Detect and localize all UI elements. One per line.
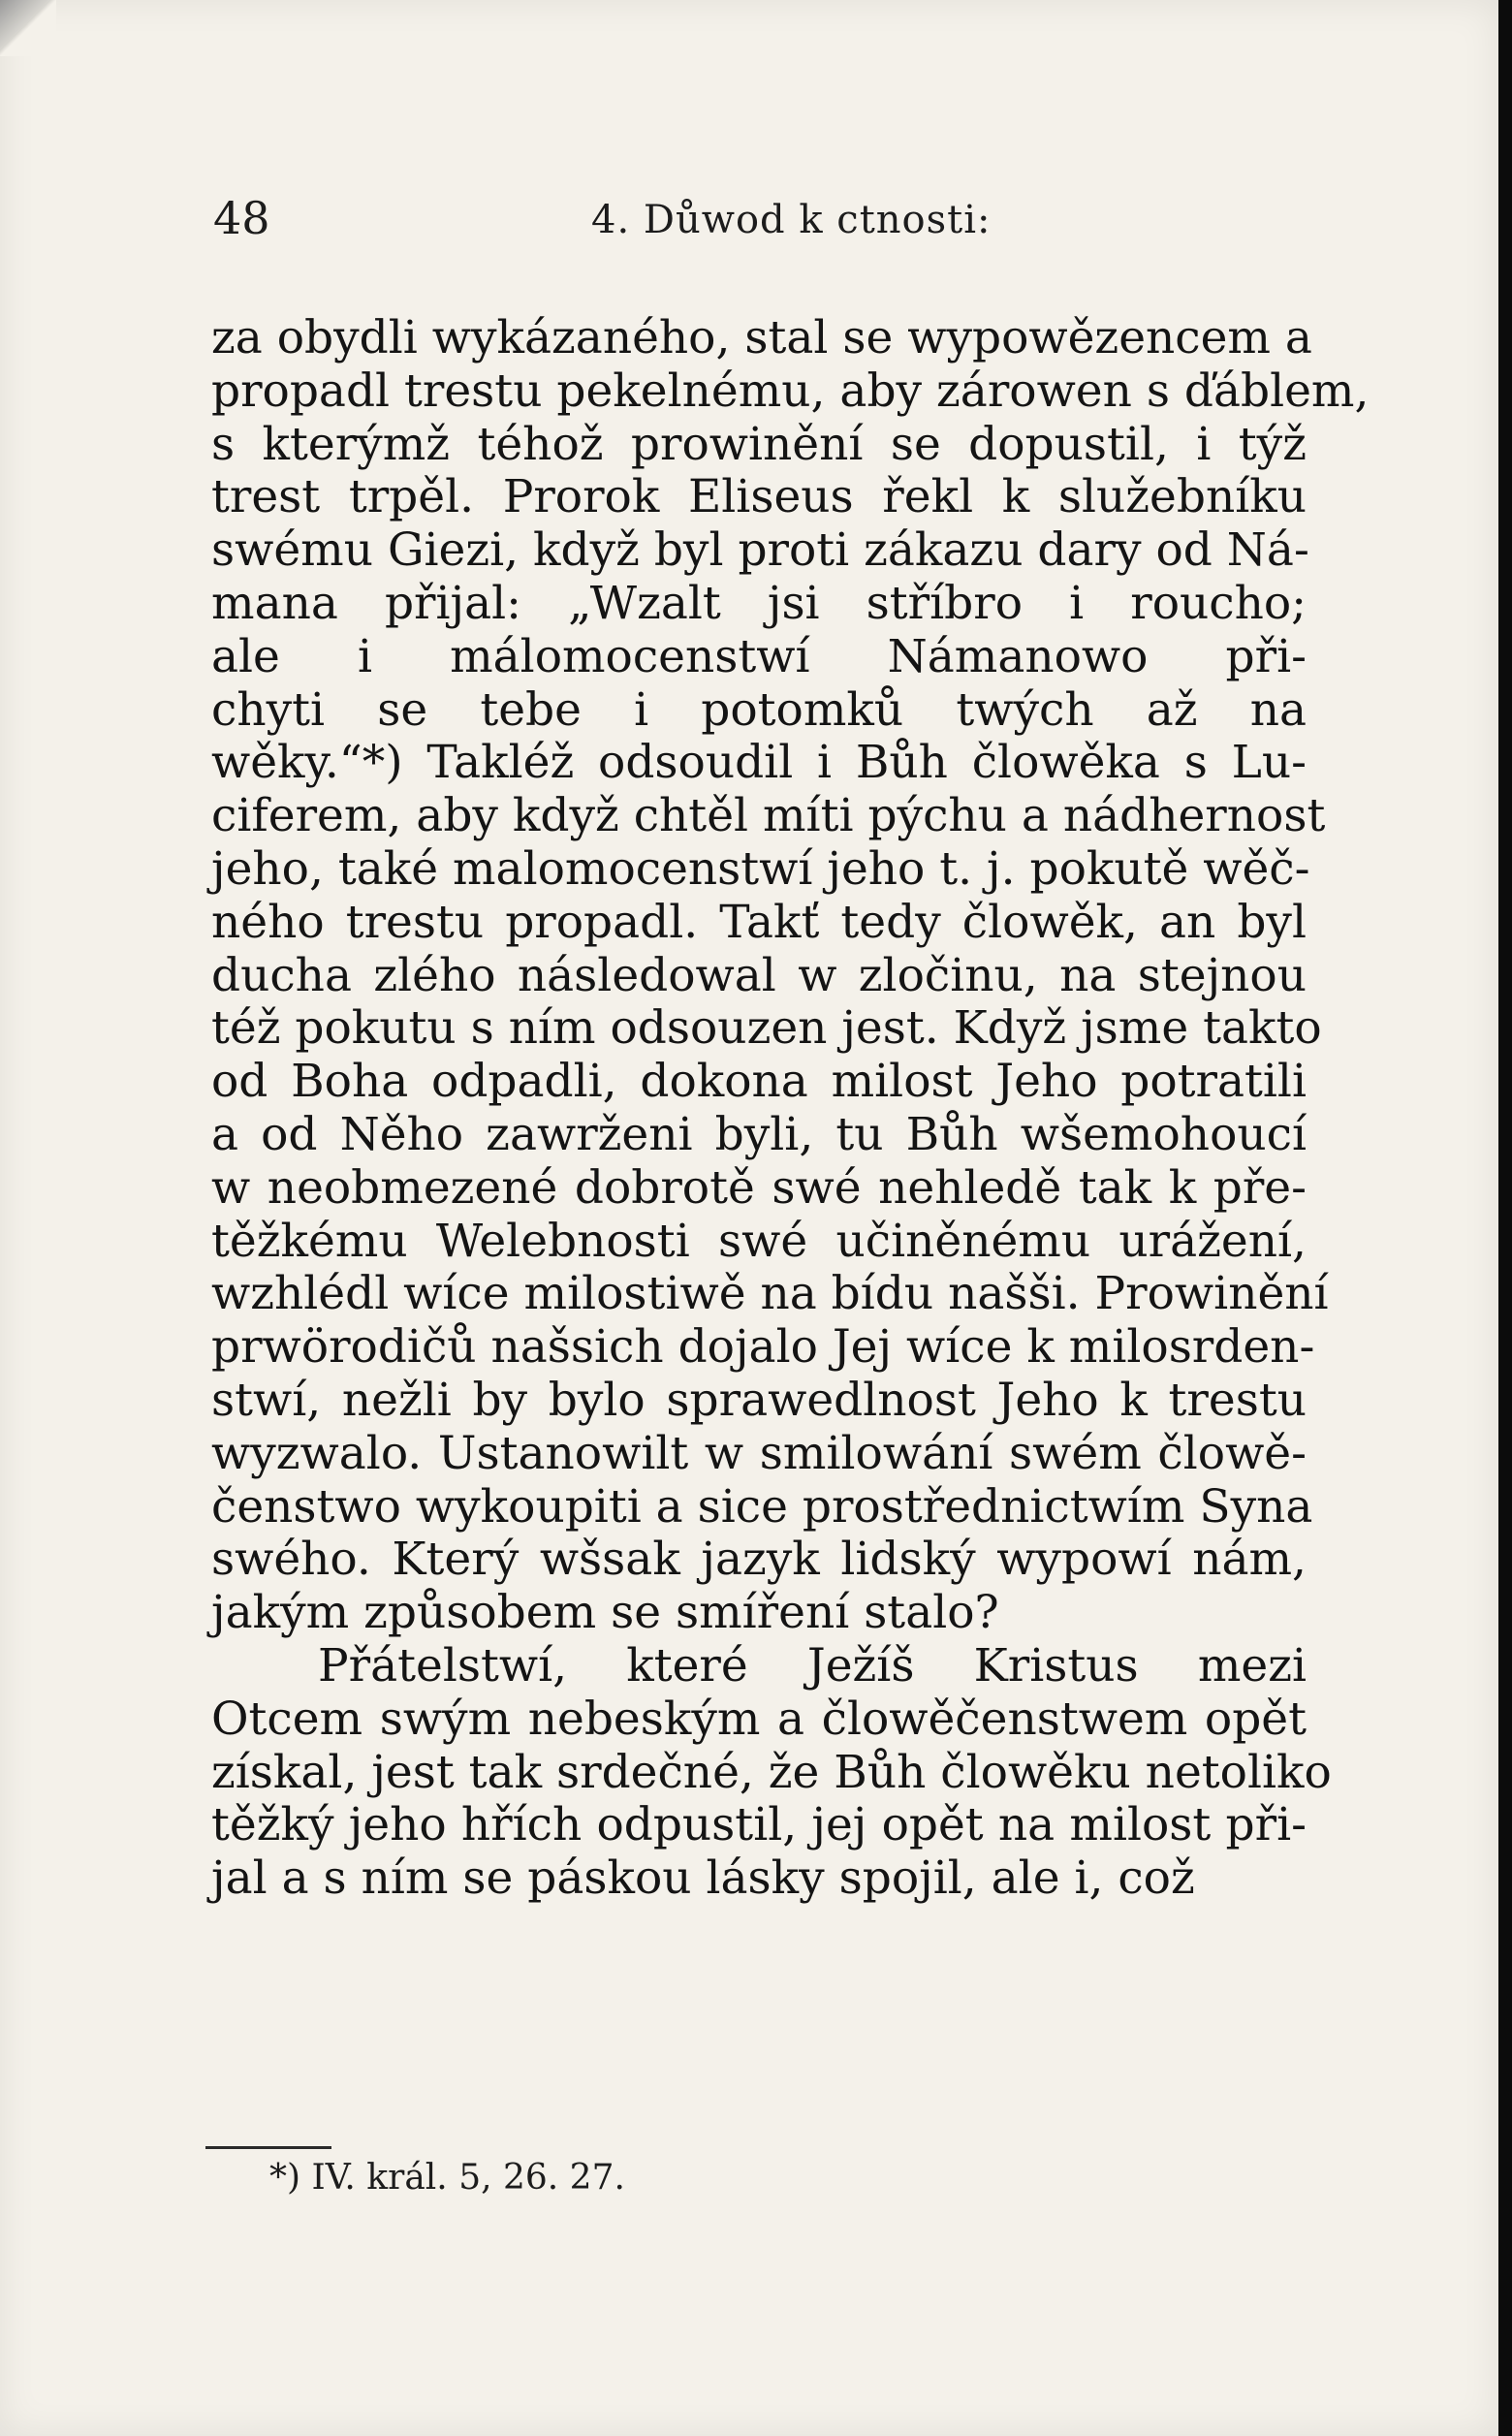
text-line: wzhlédl wíce milostiwě na bídu našši. Prowinění <box>211 1267 1329 1321</box>
body-text <box>211 311 1370 1906</box>
scan-edge <box>1498 0 1512 2436</box>
paragraph-2 <box>211 1638 1332 1906</box>
text-line: ného trestu propadl. Takť tedy člowěk, an byl <box>211 895 1307 949</box>
text-line: prwörodičů našsich dojalo Jej wíce k milosrden- <box>211 1320 1315 1375</box>
page-number: 48 <box>213 192 270 244</box>
footnote: *) IV. král. 5, 26. 27. <box>269 2158 625 2198</box>
text-line: swého. Který wšsak jazyk lidský wypowí nám, <box>211 1533 1307 1587</box>
footnote-rule <box>205 2146 331 2149</box>
text-line: chyti se tebe i potomků twých až na <box>211 682 1307 737</box>
text-line: získal, jest tak srdečné, že Bůh člowěku netoliko <box>211 1745 1332 1799</box>
text-line: stwí, nežli by bylo sprawedlnost Jeho k trestu <box>211 1373 1307 1427</box>
text-line: od Boha odpadli, dokona milost Jeho potratili <box>211 1055 1307 1109</box>
text-line: jeho, také malomocenstwí jeho t. j. pokutě wěč- <box>211 841 1310 896</box>
text-line: swému Giezi, když byl proti zákazu dary od Ná- <box>211 523 1309 578</box>
text-line: Otcem swým nebeským a člowěčenstwem opět <box>211 1692 1307 1746</box>
text-line: též pokutu s ním odsouzen jest. Když jsme takto <box>211 1001 1322 1056</box>
text-line: ducha zlého následowal w zločinu, na stejnou <box>211 948 1307 1002</box>
text-line: jakým způsobem se smíření stalo? <box>211 1586 999 1640</box>
text-line: wěky.“*) Takléž odsoudil i Bůh člowěka s Lu- <box>211 736 1307 790</box>
text-line: ale i málomocenstwí Námanowo při- <box>211 629 1307 683</box>
text-line: s kterýmž téhož prowinění se dopustil, i týž <box>211 417 1307 471</box>
text-line: čenstwo wykoupiti a sice prostřednictwím Syna <box>211 1479 1313 1534</box>
text-line: w neobmezené dobrotě swé nehledě tak k pře- <box>211 1160 1307 1215</box>
folded-corner <box>0 0 56 56</box>
page-header <box>204 192 1305 260</box>
paragraph-1 <box>211 311 1370 1640</box>
text-line: propadl trestu pekelnému, aby zárowen s ďáblem, <box>211 364 1370 418</box>
text-line: trest trpěl. Prorok Eliseus řekl k služebníku <box>211 470 1307 524</box>
running-head: 4. Důwod k ctnosti: <box>591 198 992 242</box>
text-line: ciferem, aby když chtěl míti pýchu a nádhernost <box>211 789 1326 843</box>
text-line: mana přijal: „Wzalt jsi stříbro i roucho; <box>211 576 1307 630</box>
text-line: jal a s ním se páskou lásky spojil, ale i, což <box>211 1851 1195 1906</box>
text-line: těžkému Welebnosti swé učiněnému urážení, <box>211 1214 1307 1268</box>
text-line: těžký jeho hřích odpustil, jej opět na milost při- <box>211 1798 1307 1852</box>
text-line: Přátelstwí, které Ježíš Kristus mezi <box>318 1638 1307 1693</box>
text-line: wyzwalo. Ustanowilt w smilowání swém člowě- <box>211 1426 1307 1480</box>
text-line: za obydli wykázaného, stal se wypowězencem a <box>211 311 1312 364</box>
text-line: a od Něho zawrženi byli, tu Bůh wšemohoucí <box>211 1107 1307 1161</box>
